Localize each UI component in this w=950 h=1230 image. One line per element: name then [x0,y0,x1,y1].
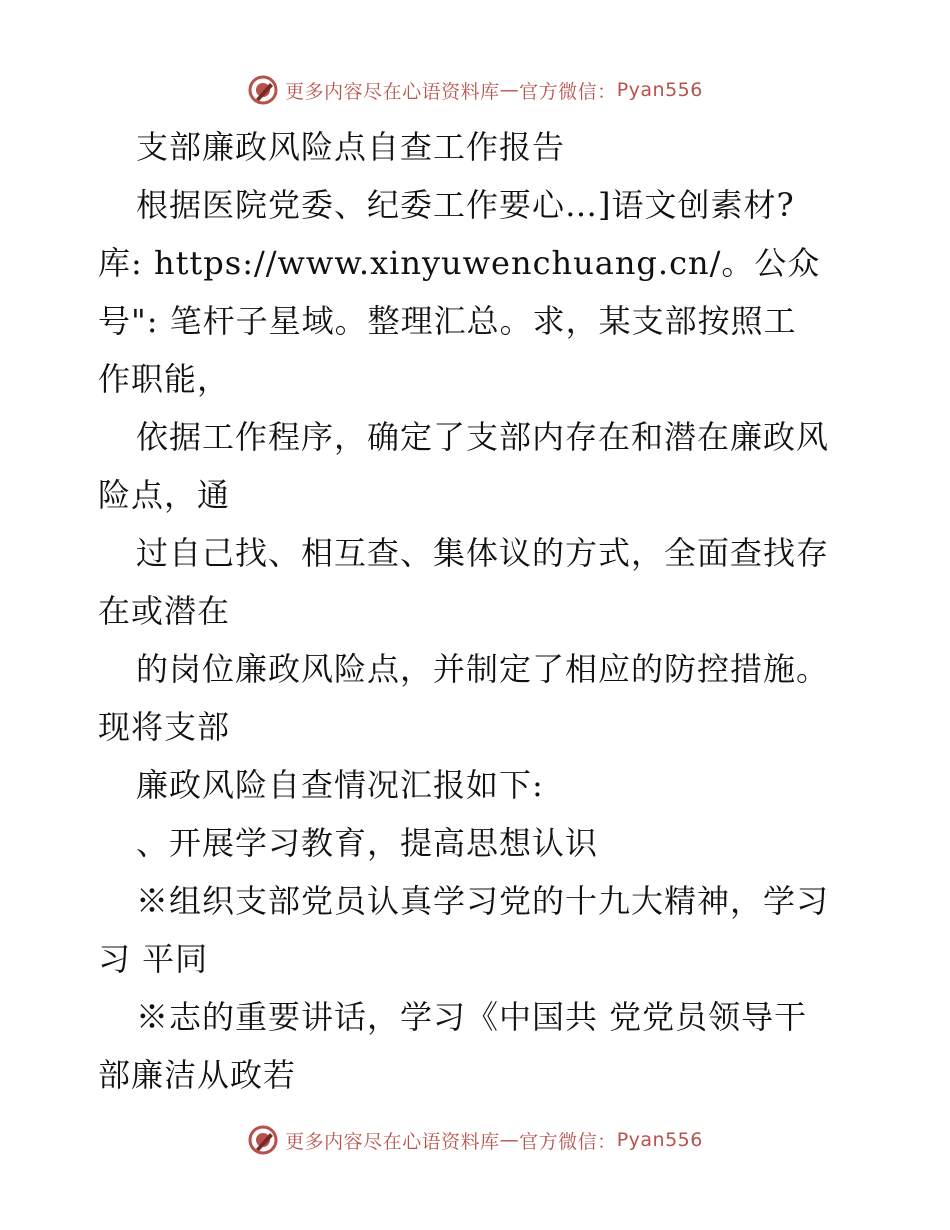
banner-text: 更多内容尽在心语资料库 [285,1130,500,1153]
document-title: 支部廉政风险点自查工作报告 [136,128,566,166]
document-line: 根据医院党委、纪委工作要心…]语文创素材? [136,186,795,224]
banner-wechat-id: Pyan556 [616,1129,703,1151]
banner-separator: — [499,79,520,101]
document-line: 现将支部 [98,708,231,746]
document-line: 廉政风险自查情况汇报如下: [136,766,544,804]
banner-separator: — [499,1129,520,1151]
banner-text: 更多内容尽在心语资料库 [285,80,500,103]
document-body [98,118,858,1104]
document-line: 作职能， [98,360,231,398]
document-line: 习 平同 [98,940,209,978]
header-watermark-banner [0,70,950,110]
document-line: 的岗位廉政风险点，并制定了相应的防控措施。 [136,650,830,688]
document-line: 在或潜在 [98,592,231,630]
footer-watermark-banner [0,1120,950,1160]
document-line: ※组织支部党员认真学习党的十九大精神，学习 [136,882,830,920]
banner-wechat-label: 官方微信： [519,80,617,103]
pen-logo-icon [247,74,279,106]
banner-wechat-label: 官方微信： [519,1130,617,1153]
document-line: ※志的重要讲话，学习《中国共 党党员领导干 [136,998,808,1036]
document-line: 部廉洁从政若 [98,1056,297,1094]
document-line: 号": 笔杆子星域。整理汇总。求，某支部按照工 [98,302,797,340]
document-line: 库: https://www.xinyuwenchuang.cn/。公众 [98,244,821,282]
document-line: 依据工作程序，确定了支部内存在和潜在廉政风 [136,418,830,456]
document-line: 险点，通 [98,476,231,514]
section-heading: 、开展学习教育，提高思想认识 [136,824,599,862]
document-line: 过自己找、相互查、集体议的方式，全面查找存 [136,534,830,572]
pen-logo-icon [247,1124,279,1156]
banner-wechat-id: Pyan556 [616,79,703,101]
